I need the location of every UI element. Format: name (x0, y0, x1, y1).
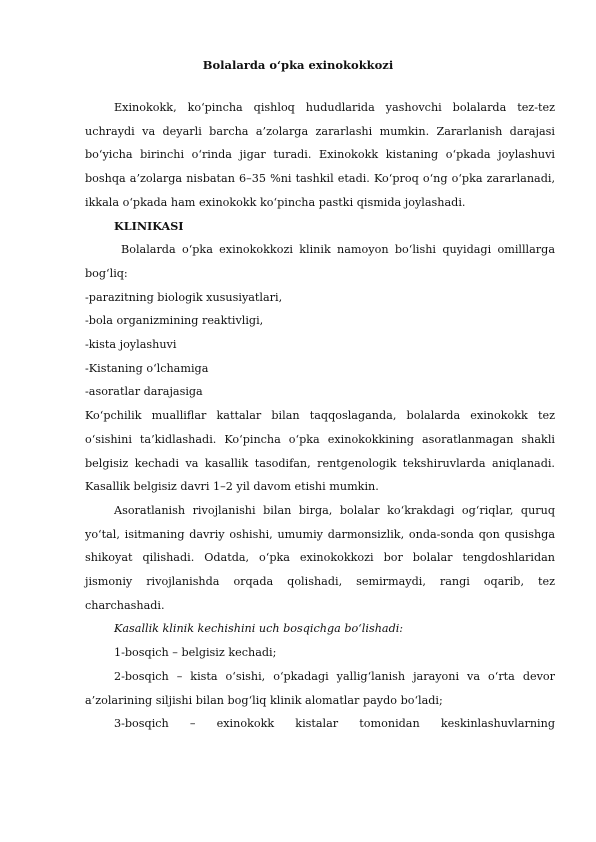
paragraph-stage-1: 1-bosqich – belgisiz kechadi; (114, 646, 277, 660)
paragraph-authors: Ko‘pchilik mualliflar kattalar bilan taqqoslaganda, bolalarda exinokokk tez o‘sishini ta’kidlashadi. Ko‘pincha o‘pka exinokokkining asoratlanmagan shakli belgisiz kechadi va kasallik tasodifan, rentgenologik tekshiruvlarda aniqlanadi. Kasallik belgisiz davri 1–2 yil davom etishi mumkin. (85, 409, 555, 494)
document-body (85, 96, 555, 736)
paragraph-stages-intro: Kasallik klinik kechishini uch bosqichga bo‘lishadi: (114, 622, 404, 636)
paragraph-stage-2: 2-bosqich – kista o‘sishi, o‘pkadagi yallig‘lanish jarayoni va o‘rta devor a’zolarining siljishi bilan bog‘liq klinik alomatlar paydo bo‘ladi; (85, 669, 555, 707)
paragraph-intro: Exinokokk, ko‘pincha qishloq hududlarida yashovchi bolalarda tez-tez uchraydi va deyarli barcha a’zolarga zararlashi mumkin. Zararlanish darajasi bo‘yicha birinchi o‘rinda jigar turadi. Exinokokk kistaning o‘pkada joylashuvi boshqa a’zolarga nisbatan 6–35 %ni tashkil etadi. Ko‘proq o‘ng o‘pka zararlanadi, ikkala o‘pkada ham exinokokk ko‘pincha pastki qismida joylashadi. (85, 101, 555, 209)
list-item: -parazitning biologik xususiyatlari, (85, 290, 283, 304)
list-item: -kista joylashuvi (85, 338, 177, 352)
list-item: -asoratlar darajasiga (85, 385, 203, 399)
paragraph-stage-3: 3-bosqich – exinokokk kistalar tomonidan keskinlashuvlarning (114, 717, 555, 731)
paragraph-complications: Asoratlanish rivojlanishi bilan birga, bolalar ko‘krakdagi og‘riqlar, quruq yo‘tal, isitmaning davriy oshishi, umumiy darmonsizlik, onda-sonda qon qusishga shikoyat qilishadi. Odatda, o‘pka exinokokkozi bor bolalar tengdoshlaridan jismoniy rivojlanishda orqada qolishadi, semirmaydi, rangi oqarib, tez charchashadi. (85, 503, 555, 612)
section-heading-klinikasi: KLINIKASI (114, 218, 184, 233)
document-title: Bolalarda o‘pka exinokokkozi (202, 58, 394, 72)
paragraph-factors-intro: Bolalarda o‘pka exinokokkozi klinik namoyon bo‘lishi quyidagi omilllarga bog‘liq: (85, 243, 555, 280)
list-item: -Kistaning o‘lchamiga (85, 361, 209, 375)
list-item: -bola organizmining reaktivligi, (85, 314, 264, 328)
